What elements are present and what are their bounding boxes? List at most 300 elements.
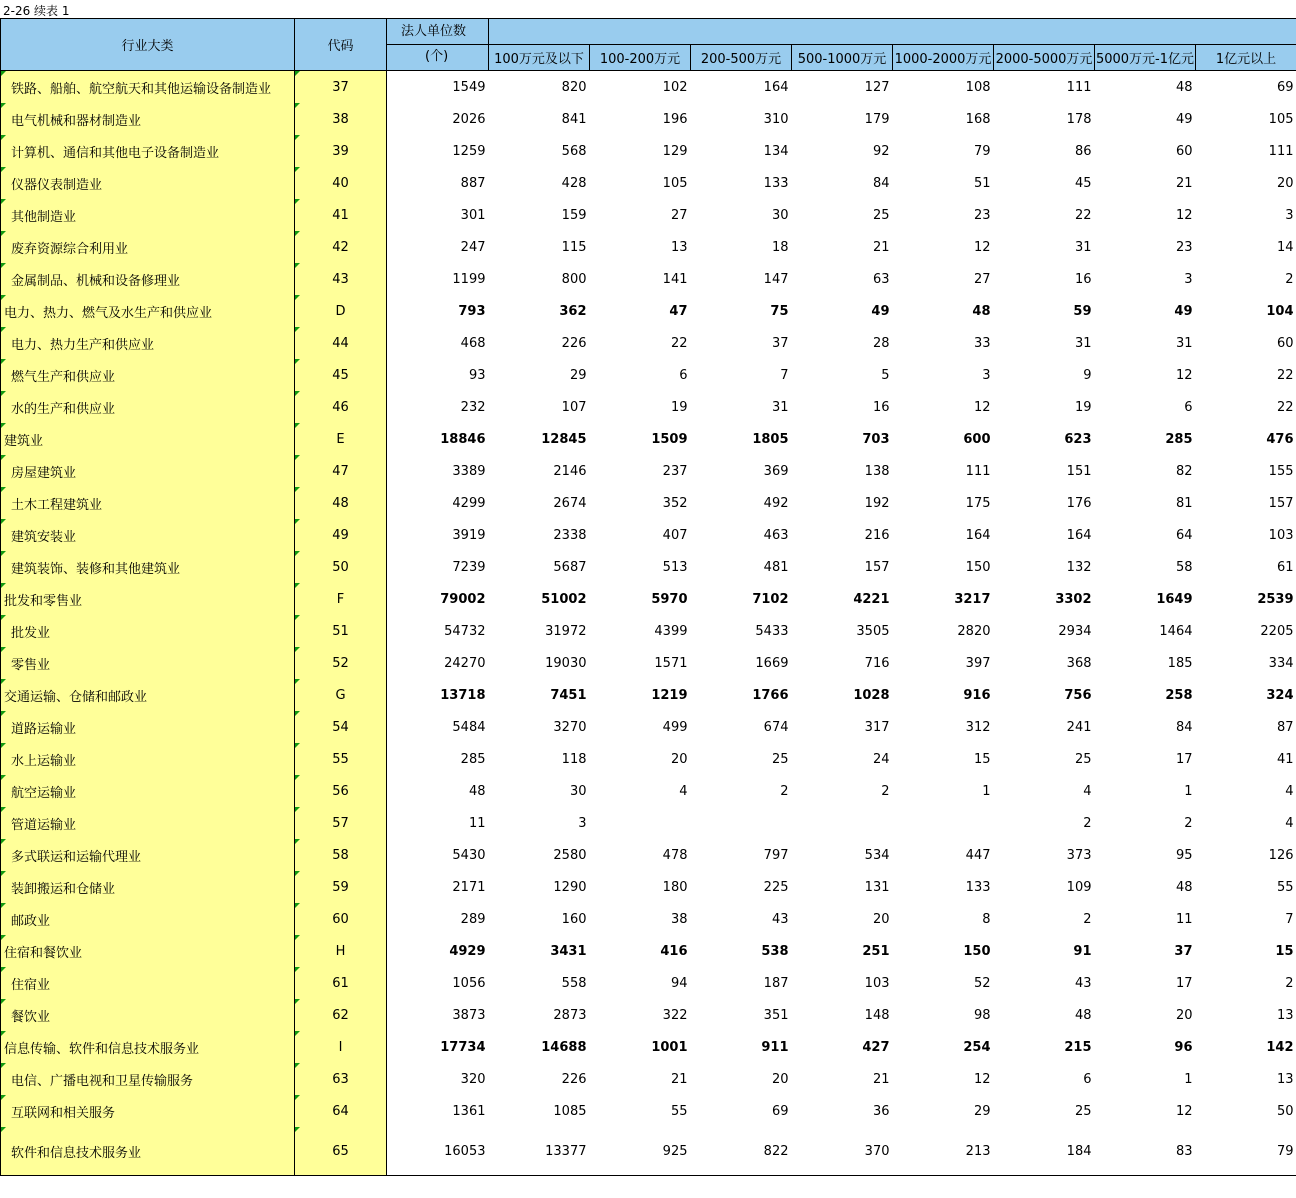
industry-name-cell: 电力、热力生产和供应业 (1, 327, 295, 359)
band-count-cell: 7 (780, 367, 789, 383)
total-count-cell: 17734 (440, 1039, 486, 1055)
band-count-cell: 118 (561, 751, 587, 767)
band-count-cell: 21 (1175, 175, 1193, 191)
band-count-cell: 22 (670, 335, 688, 351)
band-count-cell: 138 (864, 463, 890, 479)
band-count-cell: 43 (771, 911, 789, 927)
table-row (1, 327, 1296, 359)
band-count-cell: 317 (864, 719, 890, 735)
band-count-cell: 534 (864, 847, 890, 863)
band-count-cell: 285 (1165, 431, 1193, 447)
industry-code-cell: 60 (295, 903, 387, 935)
table-row (1, 71, 1296, 104)
band-count-cell: 241 (1066, 719, 1092, 735)
total-count-cell: 2171 (452, 879, 486, 895)
industry-code-cell: D (295, 295, 387, 327)
table-row (1, 839, 1296, 871)
band-count-cell: 6 (679, 367, 688, 383)
total-count-cell: 5430 (452, 847, 486, 863)
band-count-cell: 841 (561, 111, 587, 127)
band-count-cell: 800 (561, 271, 587, 287)
band-count-cell: 82 (1175, 463, 1193, 479)
band-count-cell: 3431 (550, 943, 587, 959)
band-count-cell: 12 (973, 399, 991, 415)
band-count-cell: 499 (662, 719, 688, 735)
band-count-cell: 157 (1268, 495, 1294, 511)
total-count-cell: 289 (460, 911, 486, 927)
band-count-cell: 4221 (853, 591, 890, 607)
band-count-cell: 20 (1175, 1007, 1193, 1023)
band-count-cell: 51 (973, 175, 991, 191)
band-count-cell: 2873 (553, 1007, 587, 1023)
band-count-cell: 15 (1275, 943, 1294, 959)
band-count-cell: 196 (662, 111, 688, 127)
total-count-cell: 301 (460, 207, 486, 223)
band-count-cell: 111 (1066, 79, 1092, 95)
total-count-cell: 468 (460, 335, 486, 351)
table-row (1, 551, 1296, 583)
industry-name-cell: 互联网和相关服务 (1, 1095, 295, 1127)
industry-code-cell: 45 (295, 359, 387, 391)
table-row (1, 999, 1296, 1031)
table-row (1, 135, 1296, 167)
total-count-cell: 1199 (452, 271, 486, 287)
table-row (1, 583, 1296, 615)
band-count-cell: 50 (1276, 1103, 1294, 1119)
band-count-cell: 2146 (553, 463, 587, 479)
band-count-cell: 75 (770, 303, 789, 319)
total-count-cell: 48 (468, 783, 486, 799)
band-count-cell: 2338 (553, 527, 587, 543)
band-count-cell: 478 (662, 847, 688, 863)
industry-code-cell: 50 (295, 551, 387, 583)
table-row (1, 199, 1296, 231)
total-count-cell: 13718 (440, 687, 486, 703)
band-count-cell: 133 (965, 879, 991, 895)
band-count-cell: 13 (670, 239, 688, 255)
band-count-cell: 2580 (553, 847, 587, 863)
header-code: 代码 (295, 19, 387, 71)
band-count-cell: 27 (973, 271, 991, 287)
industry-code-cell: E (295, 423, 387, 455)
band-count-cell: 55 (1276, 879, 1294, 895)
table-row (1, 647, 1296, 679)
industry-name-cell: 燃气生产和供应业 (1, 359, 295, 391)
industry-code-cell: 39 (295, 135, 387, 167)
industry-code-cell: 42 (295, 231, 387, 263)
band-count-cell: 63 (872, 271, 890, 287)
band-count-cell: 4 (1285, 783, 1294, 799)
band-count-cell: 31 (1074, 239, 1092, 255)
band-count-cell: 2539 (1257, 591, 1294, 607)
industry-name-cell: 交通运输、仓储和邮政业 (1, 679, 295, 711)
band-count-cell: 23 (1175, 239, 1193, 255)
band-count-cell: 5 (881, 367, 890, 383)
band-count-cell: 7451 (550, 687, 587, 703)
header-industry: 行业大类 (1, 19, 295, 71)
band-count-cell: 2 (1285, 271, 1294, 287)
band-count-cell: 1649 (1156, 591, 1193, 607)
band-count-cell: 109 (1066, 879, 1092, 895)
band-count-cell: 911 (761, 1039, 789, 1055)
band-count-cell: 9 (1083, 367, 1092, 383)
band-count-cell: 13377 (489, 1127, 590, 1176)
band-count-cell: 19 (1074, 399, 1092, 415)
band-count-cell: 20 (670, 751, 688, 767)
band-count-cell: 31972 (545, 623, 587, 639)
table-row (1, 455, 1296, 487)
band-count-cell: 312 (965, 719, 991, 735)
industry-code-cell: 37 (295, 71, 387, 104)
table-row (1, 1063, 1296, 1095)
band-count-cell: 370 (792, 1127, 893, 1176)
band-count-cell: 61 (1276, 559, 1294, 575)
band-count-cell: 192 (864, 495, 890, 511)
band-count-cell: 756 (1064, 687, 1092, 703)
band-count-cell: 1766 (752, 687, 789, 703)
band-count-cell: 49 (1175, 111, 1193, 127)
industry-code-cell: G (295, 679, 387, 711)
industry-name-cell: 电力、热力、燃气及水生产和供应业 (1, 295, 295, 327)
band-count-cell: 151 (1066, 463, 1092, 479)
band-count-cell: 103 (1268, 527, 1294, 543)
band-count-cell: 1509 (651, 431, 688, 447)
band-count-cell: 148 (864, 1007, 890, 1023)
band-count-cell: 7 (1285, 911, 1294, 927)
band-count-cell: 45 (1074, 175, 1092, 191)
band-count-cell: 49 (1174, 303, 1193, 319)
band-count-cell: 12 (1175, 1103, 1193, 1119)
band-count-cell: 60 (1175, 143, 1193, 159)
band-count-cell: 29 (973, 1103, 991, 1119)
band-count-cell: 6 (1184, 399, 1193, 415)
band-count-cell: 225 (763, 879, 789, 895)
total-count-cell: 887 (460, 175, 486, 191)
band-count-cell: 428 (561, 175, 587, 191)
band-count-cell: 4 (1083, 783, 1092, 799)
band-count-cell: 159 (561, 207, 587, 223)
band-count-cell: 213 (893, 1127, 994, 1176)
total-count-cell: 79002 (440, 591, 486, 607)
band-count-cell: 36 (872, 1103, 890, 1119)
band-count-cell: 568 (561, 143, 587, 159)
band-count-cell: 20 (771, 1071, 789, 1087)
band-count-cell: 33 (973, 335, 991, 351)
table-row (1, 519, 1296, 551)
band-count-cell: 16 (872, 399, 890, 415)
table-row (1, 295, 1296, 327)
band-count-cell: 21 (872, 1071, 890, 1087)
band-count-cell: 322 (662, 1007, 688, 1023)
industry-name-cell: 水上运输业 (1, 743, 295, 775)
band-count-cell: 3270 (553, 719, 587, 735)
band-count-cell: 12845 (541, 431, 587, 447)
band-count-cell: 31 (771, 399, 789, 415)
band-count-cell: 48 (1175, 879, 1193, 895)
band-count-cell: 463 (763, 527, 789, 543)
band-count-cell: 48 (972, 303, 991, 319)
industry-code-cell: 62 (295, 999, 387, 1031)
table-row (1, 103, 1296, 135)
total-count-cell: 285 (460, 751, 486, 767)
band-count-cell: 1464 (1159, 623, 1193, 639)
industry-name-cell: 水的生产和供应业 (1, 391, 295, 423)
total-count-cell: 320 (460, 1071, 486, 1087)
band-count-cell: 58 (1175, 559, 1193, 575)
band-count-cell: 37 (771, 335, 789, 351)
band-count-cell: 623 (1064, 431, 1092, 447)
band-count-cell: 84 (1175, 719, 1193, 735)
band-count-cell: 103 (864, 975, 890, 991)
band-count-cell: 558 (561, 975, 587, 991)
band-count-cell: 98 (973, 1007, 991, 1023)
band-count-cell: 4 (1285, 815, 1294, 831)
band-count-cell: 81 (1175, 495, 1193, 511)
band-count-cell: 164 (965, 527, 991, 543)
band-count-cell: 820 (561, 79, 587, 95)
industry-name-cell: 计算机、通信和其他电子设备制造业 (1, 135, 295, 167)
band-count-cell: 3 (1184, 271, 1193, 287)
table-row (1, 775, 1296, 807)
industry-code-cell: 64 (295, 1095, 387, 1127)
header-band: 200-500万元 (691, 45, 792, 71)
band-count-cell: 180 (662, 879, 688, 895)
table-row (1, 487, 1296, 519)
band-count-cell: 216 (864, 527, 890, 543)
total-count-cell: 3919 (452, 527, 486, 543)
band-count-cell: 87 (1276, 719, 1294, 735)
total-count-cell: 1259 (452, 143, 486, 159)
data-table (0, 18, 1296, 1176)
band-count-cell: 674 (763, 719, 789, 735)
band-count-cell (792, 807, 893, 839)
table-row (1, 743, 1296, 775)
band-count-cell: 96 (1174, 1039, 1193, 1055)
industry-code-cell: 43 (295, 263, 387, 295)
header-bands-group (489, 19, 1296, 45)
industry-name-cell: 道路运输业 (1, 711, 295, 743)
industry-code-cell: 38 (295, 103, 387, 135)
table-row (1, 807, 1296, 839)
band-count-cell: 310 (763, 111, 789, 127)
band-count-cell: 27 (670, 207, 688, 223)
band-count-cell: 48 (1175, 79, 1193, 95)
band-count-cell: 1805 (752, 431, 789, 447)
band-count-cell: 7102 (752, 591, 789, 607)
industry-code-cell: 61 (295, 967, 387, 999)
band-count-cell: 13 (1276, 1071, 1294, 1087)
band-count-cell: 164 (1066, 527, 1092, 543)
band-count-cell: 12 (973, 1071, 991, 1087)
total-count-cell: 793 (458, 303, 486, 319)
band-count-cell: 334 (1268, 655, 1294, 671)
band-count-cell: 481 (763, 559, 789, 575)
band-count-cell: 251 (862, 943, 890, 959)
industry-name-cell: 金属制品、机械和设备修理业 (1, 263, 295, 295)
band-count-cell: 416 (660, 943, 688, 959)
band-count-cell: 31 (1175, 335, 1193, 351)
band-count-cell: 83 (1095, 1127, 1196, 1176)
table-row (1, 359, 1296, 391)
industry-name-cell: 建筑业 (1, 423, 295, 455)
band-count-cell: 476 (1266, 431, 1294, 447)
band-count-cell: 105 (662, 175, 688, 191)
band-count-cell: 17 (1175, 751, 1193, 767)
industry-name-cell: 建筑安装业 (1, 519, 295, 551)
band-count-cell: 30 (569, 783, 587, 799)
table-row (1, 231, 1296, 263)
industry-code-cell: F (295, 583, 387, 615)
header-band: 1000-2000万元 (893, 45, 994, 71)
band-count-cell: 916 (963, 687, 991, 703)
total-count-cell: 24270 (444, 655, 486, 671)
total-count-cell: 1549 (452, 79, 486, 95)
band-count-cell: 59 (1073, 303, 1092, 319)
band-count-cell: 86 (1074, 143, 1092, 159)
band-count-cell: 22 (1276, 367, 1294, 383)
table-row (1, 1095, 1296, 1127)
total-count-cell: 1361 (452, 1103, 486, 1119)
total-count-cell: 93 (468, 367, 486, 383)
band-count-cell: 25 (771, 751, 789, 767)
industry-name-cell: 餐饮业 (1, 999, 295, 1031)
band-count-cell: 2 (1184, 815, 1193, 831)
industry-name-cell: 装卸搬运和仓储业 (1, 871, 295, 903)
band-count-cell: 703 (862, 431, 890, 447)
band-count-cell: 30 (771, 207, 789, 223)
industry-name-cell: 批发业 (1, 615, 295, 647)
band-count-cell: 31 (1074, 335, 1092, 351)
band-count-cell: 13 (1276, 1007, 1294, 1023)
total-count-cell: 5484 (452, 719, 486, 735)
industry-code-cell: 57 (295, 807, 387, 839)
band-count-cell: 362 (559, 303, 587, 319)
band-count-cell: 397 (965, 655, 991, 671)
band-count-cell: 92 (872, 143, 890, 159)
band-count-cell: 111 (1268, 143, 1294, 159)
total-count-cell: 2026 (452, 111, 486, 127)
industry-name-cell: 批发和零售业 (1, 583, 295, 615)
band-count-cell: 2 (1083, 815, 1092, 831)
band-count-cell: 79 (973, 143, 991, 159)
band-count-cell: 492 (763, 495, 789, 511)
band-count-cell: 37 (1174, 943, 1193, 959)
band-count-cell: 150 (965, 559, 991, 575)
band-count-cell: 19 (670, 399, 688, 415)
band-count-cell: 1 (982, 783, 991, 799)
total-count-cell: 247 (460, 239, 486, 255)
industry-code-cell: 44 (295, 327, 387, 359)
band-count-cell: 20 (872, 911, 890, 927)
band-count-cell: 105 (1268, 111, 1294, 127)
band-count-cell: 3 (578, 815, 587, 831)
table-row (1, 615, 1296, 647)
band-count-cell: 176 (1066, 495, 1092, 511)
industry-code-cell: 47 (295, 455, 387, 487)
band-count-cell: 18 (771, 239, 789, 255)
band-count-cell (893, 807, 994, 839)
band-count-cell: 5433 (755, 623, 789, 639)
band-count-cell: 175 (965, 495, 991, 511)
table-row (1, 263, 1296, 295)
band-count-cell: 147 (763, 271, 789, 287)
band-count-cell: 133 (763, 175, 789, 191)
band-count-cell: 25 (1074, 751, 1092, 767)
total-count-cell: 1056 (452, 975, 486, 991)
total-count-cell: 3873 (452, 1007, 486, 1023)
band-count-cell: 1290 (553, 879, 587, 895)
band-count-cell: 55 (670, 1103, 688, 1119)
header-band: 2000-5000万元 (994, 45, 1095, 71)
band-count-cell: 168 (965, 111, 991, 127)
header-total-unit: (个) (387, 45, 489, 71)
band-count-cell: 49 (871, 303, 890, 319)
band-count-cell: 2 (1285, 975, 1294, 991)
band-count-cell: 1085 (553, 1103, 587, 1119)
band-count-cell: 150 (963, 943, 991, 959)
band-count-cell: 43 (1074, 975, 1092, 991)
band-count-cell: 3217 (954, 591, 991, 607)
industry-name-cell: 航空运输业 (1, 775, 295, 807)
industry-name-cell: 土木工程建筑业 (1, 487, 295, 519)
band-count-cell: 797 (763, 847, 789, 863)
band-count-cell: 142 (1266, 1039, 1294, 1055)
band-count-cell: 12 (1175, 207, 1193, 223)
header-total-label: 法人单位数 (401, 24, 467, 39)
table-row (1, 871, 1296, 903)
total-count-cell: 18846 (440, 431, 486, 447)
band-count-cell: 28 (872, 335, 890, 351)
header-total (387, 19, 489, 45)
total-count-cell: 4929 (449, 943, 486, 959)
industry-name-cell: 零售业 (1, 647, 295, 679)
industry-code-cell: 46 (295, 391, 387, 423)
table-title: 2-26 续表 1 (3, 4, 70, 18)
band-count-cell (590, 807, 691, 839)
band-count-cell: 15 (973, 751, 991, 767)
band-count-cell: 2205 (1260, 623, 1294, 639)
band-count-cell: 352 (662, 495, 688, 511)
industry-code-cell: 54 (295, 711, 387, 743)
industry-name-cell: 仪器仪表制造业 (1, 167, 295, 199)
band-count-cell: 254 (963, 1039, 991, 1055)
table-row (1, 935, 1296, 967)
industry-name-cell: 信息传输、软件和信息技术服务业 (1, 1031, 295, 1063)
band-count-cell (691, 807, 792, 839)
band-count-cell: 69 (771, 1103, 789, 1119)
band-count-cell: 134 (763, 143, 789, 159)
industry-name-cell: 电信、广播电视和卫星传输服务 (1, 1063, 295, 1095)
band-count-cell: 513 (662, 559, 688, 575)
band-count-cell: 351 (763, 1007, 789, 1023)
header-band: 5000万元-1亿元 (1095, 45, 1196, 71)
table-row (1, 167, 1296, 199)
industry-name-cell: 房屋建筑业 (1, 455, 295, 487)
band-count-cell: 22 (1074, 207, 1092, 223)
table-row (1, 1127, 1296, 1176)
band-count-cell: 84 (872, 175, 890, 191)
band-count-cell: 95 (1175, 847, 1193, 863)
band-count-cell: 1219 (651, 687, 688, 703)
band-count-cell: 14 (1276, 239, 1294, 255)
band-count-cell: 94 (670, 975, 688, 991)
band-count-cell: 1 (1184, 783, 1193, 799)
band-count-cell: 64 (1175, 527, 1193, 543)
band-count-cell: 157 (864, 559, 890, 575)
band-count-cell: 60 (1276, 335, 1294, 351)
band-count-cell: 21 (872, 239, 890, 255)
band-count-cell: 187 (763, 975, 789, 991)
